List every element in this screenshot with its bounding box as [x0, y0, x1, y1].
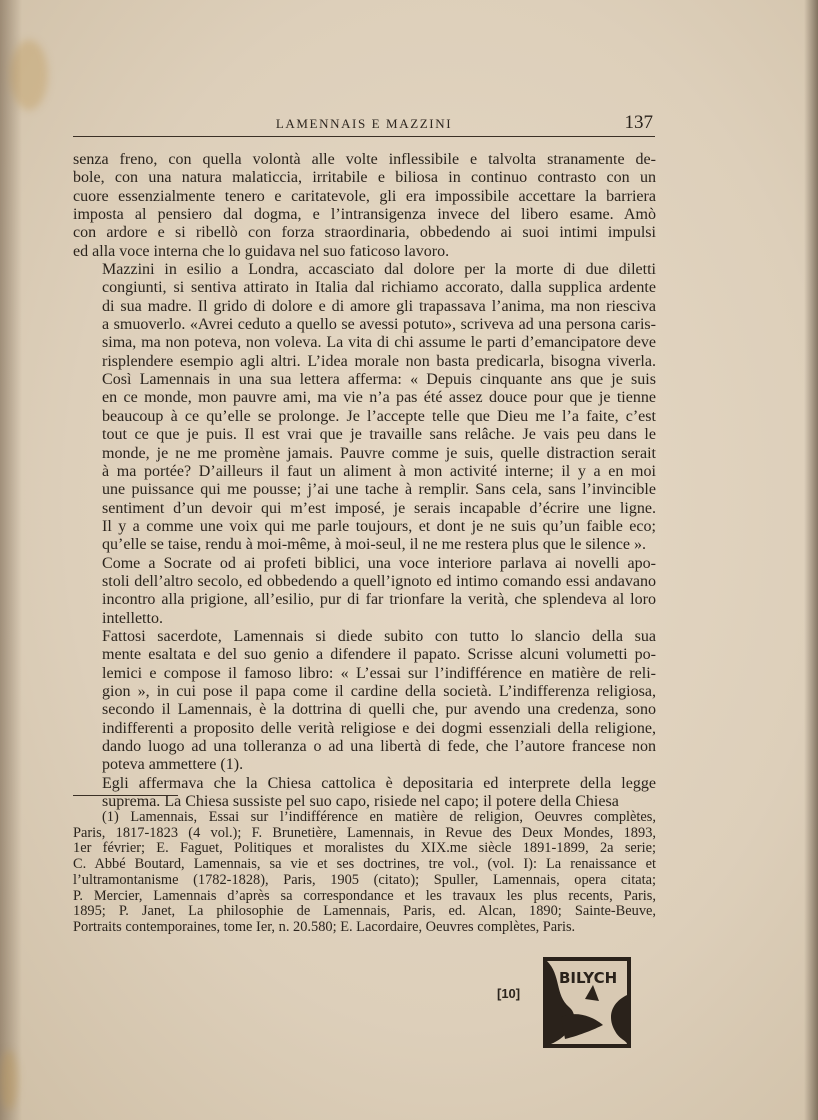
text-line: monde, je ne me promène jamais. Pauvre comme je suis, quelle distraction serait [102, 444, 656, 462]
text-line: gion », in cui pose il papa come il cardine della società. L’indifferenza religiosa, [102, 682, 656, 700]
footnotes [73, 810, 656, 936]
footnote-line: P. Mercier, Lamennais d’après sa correspondance et les travaux les plus recents, Paris, [73, 887, 656, 904]
text-line: poteva ammettere (1). [102, 756, 244, 774]
paragraph [73, 628, 656, 775]
text-line: dando luogo ad una tolleranza o ad una libertà di fede, che l’autore francese non [102, 738, 656, 755]
text-line: senza freno, con quella volontà alle volte inflessibile e talvolta stranamente de- [73, 151, 656, 168]
text-line: indifferenti a proposito delle verità religiose e dei dogmi essenziali della religione, [102, 719, 656, 737]
paragraph [73, 261, 656, 555]
text-line: stoli dell’altro secolo, ed obbedendo a quell’ignoto ed intimo comando essi andavano [102, 572, 656, 590]
text-line: à ma portée? D’ailleurs il faut un aliment à mon activité interne; il y a en moi [102, 462, 656, 480]
running-head-title: LAMENNAIS E MAZZINI [275, 116, 453, 131]
text-line: risplendere esempio agli altri. L’idea morale non basta predicarla, bisogna viverla. [102, 352, 656, 370]
running-head [73, 112, 655, 137]
text-line: cuore essenzialmente tenero e caritatevole, gli era impossibile accettare la barriera [73, 187, 656, 205]
text-line: Mazzini in esilio a Londra, accasciato dal dolore per la morte di due diletti [102, 261, 656, 279]
text-line: Egli affermava che la Chiesa cattolica è depositaria ed interprete della legge [102, 774, 656, 792]
footnote-line: 1895; P. Janet, La philosophie de Lamennais, Paris, ed. Alcan, 1890; Sainte-Beuve, [73, 903, 656, 920]
footnote-line: 1er février; E. Faguet, Politiques et moralistes du XIX.me siècle 1891-1899, 2a serie; [73, 840, 656, 857]
footnote-line: (1) Lamennais, Essai sur l’indifférence en matière de religion, Oeuvres complètes, [102, 809, 656, 825]
text-line: a smuoverlo. «Avrei ceduto a quello se avessi potuto», scriveva ad una persona caris- [102, 316, 656, 334]
text-line: ed alla voce interna che lo guidava nel suo faticoso lavoro. [73, 242, 450, 260]
text-line: Il y a comme une voix qui me parle toujours, et dont je ne suis qu’un faible eco; [102, 517, 656, 535]
text-line: congiunti, si sentiva attirato in Italia dal richiamo accorato, dalla supplica ardente [102, 279, 656, 297]
text-line: beaucoup à ce qu’elle se prolonge. Je l’accepte telle que Dieu me l’a faite, c’est [102, 407, 656, 425]
text-line: tout ce que je puis. Il est vrai que je travaille sans relâche. Je vais peu dans le [102, 426, 656, 444]
text-line: incontro alla prigione, all’esilio, pur di far trionfare la verità, che splendeva al loro [102, 591, 656, 609]
footnote-line: C. Abbé Boutard, Lamennais, sa vie et ses doctrines, tre vol., (vol. I): La renaissance et [73, 856, 656, 873]
paragraph [73, 555, 656, 628]
text-line: imposta al pensiero dal dogma, e l’intransigenza invece del libero esame. Amò [73, 206, 656, 224]
text-line: en ce monde, mon pauvre ami, ma vie n’a pas été assez douce pour que je tienne [102, 389, 656, 407]
footnote-line: Portraits contemporaines, tome Ier, n. 20.580; E. Lacordaire, Oeuvres complètes, Paris. [73, 918, 576, 935]
text-line: qu’elle se taise, rendu à moi-même, à moi-seul, il ne me restera plus que le silence ». [102, 536, 646, 554]
text-line: di sua madre. Il grido di dolore e di amore gli trapassava l’anima, ma non riesciva [102, 297, 656, 315]
text-line: Fattosi sacerdote, Lamennais si diede subito con tutto lo slancio della sua [102, 627, 656, 645]
text-line: lemici e compose il famoso libro: « L’essai sur l’indifférence en matière de reli- [102, 664, 656, 682]
paragraph [73, 775, 656, 812]
text-line: Così Lamennais in una sua lettera afferma: « Depuis cinquante ans que je suis [102, 371, 656, 389]
footnote-line: l’ultramontanisme (1782-1828), Paris, 1905 (citato); Spuller, Lamennais, opera citata; [73, 871, 656, 888]
text-line: une puissance qui me pousse; j’ai une tache à remplir. Sans cela, sans l’invincible [102, 481, 656, 499]
foxing-stain [0, 1050, 18, 1110]
bookplate-stamp [541, 955, 633, 1050]
bookplate-label: BILYCH [559, 969, 618, 987]
text-line: intelletto. [102, 609, 163, 627]
text-line: con ardore e si ribellò con forza straordinaria, obbedendo ai suoi intimi impulsi [73, 224, 656, 242]
footnote-line: Paris, 1817-1823 (4 vol.); F. Brunetière, Lamennais, in Revue des Deux Mondes, 1893, [73, 824, 656, 841]
text-line: secondo il Lamennais, è la dottrina di quelli che, pur avendo una credenza, sono [102, 701, 656, 719]
gutter-shadow [0, 0, 22, 1120]
paragraph [73, 151, 656, 261]
text-line: sentiment d’un devoir qui m’est imposé, je serais incapable d’écrire une ligne. [102, 499, 656, 517]
page-number: 137 [624, 112, 653, 133]
foxing-stain [10, 40, 48, 110]
footnote-rule [73, 795, 178, 796]
text-line: mente esaltata e del suo genio a difendere il papato. Scrisse alcuni volumetti po- [102, 646, 656, 664]
text-line: Come a Socrate od ai profeti biblici, una voce interiore parlava ai novelli apo- [102, 554, 656, 572]
text-line: sima, ma non poteva, non voleva. La vita di chi assume le parti d’emancipatore deve [102, 334, 656, 352]
folio-number: [10] [497, 986, 521, 1001]
text-line: bole, con una natura malaticcia, irritabile e biliosa in continuo contrasto con un [73, 169, 656, 187]
page-edge-shadow [804, 0, 818, 1120]
body-text [73, 151, 656, 811]
text-line: suprema. La Chiesa sussiste pel suo capo, risiede nel capo; il potere della Chiesa [102, 793, 619, 811]
